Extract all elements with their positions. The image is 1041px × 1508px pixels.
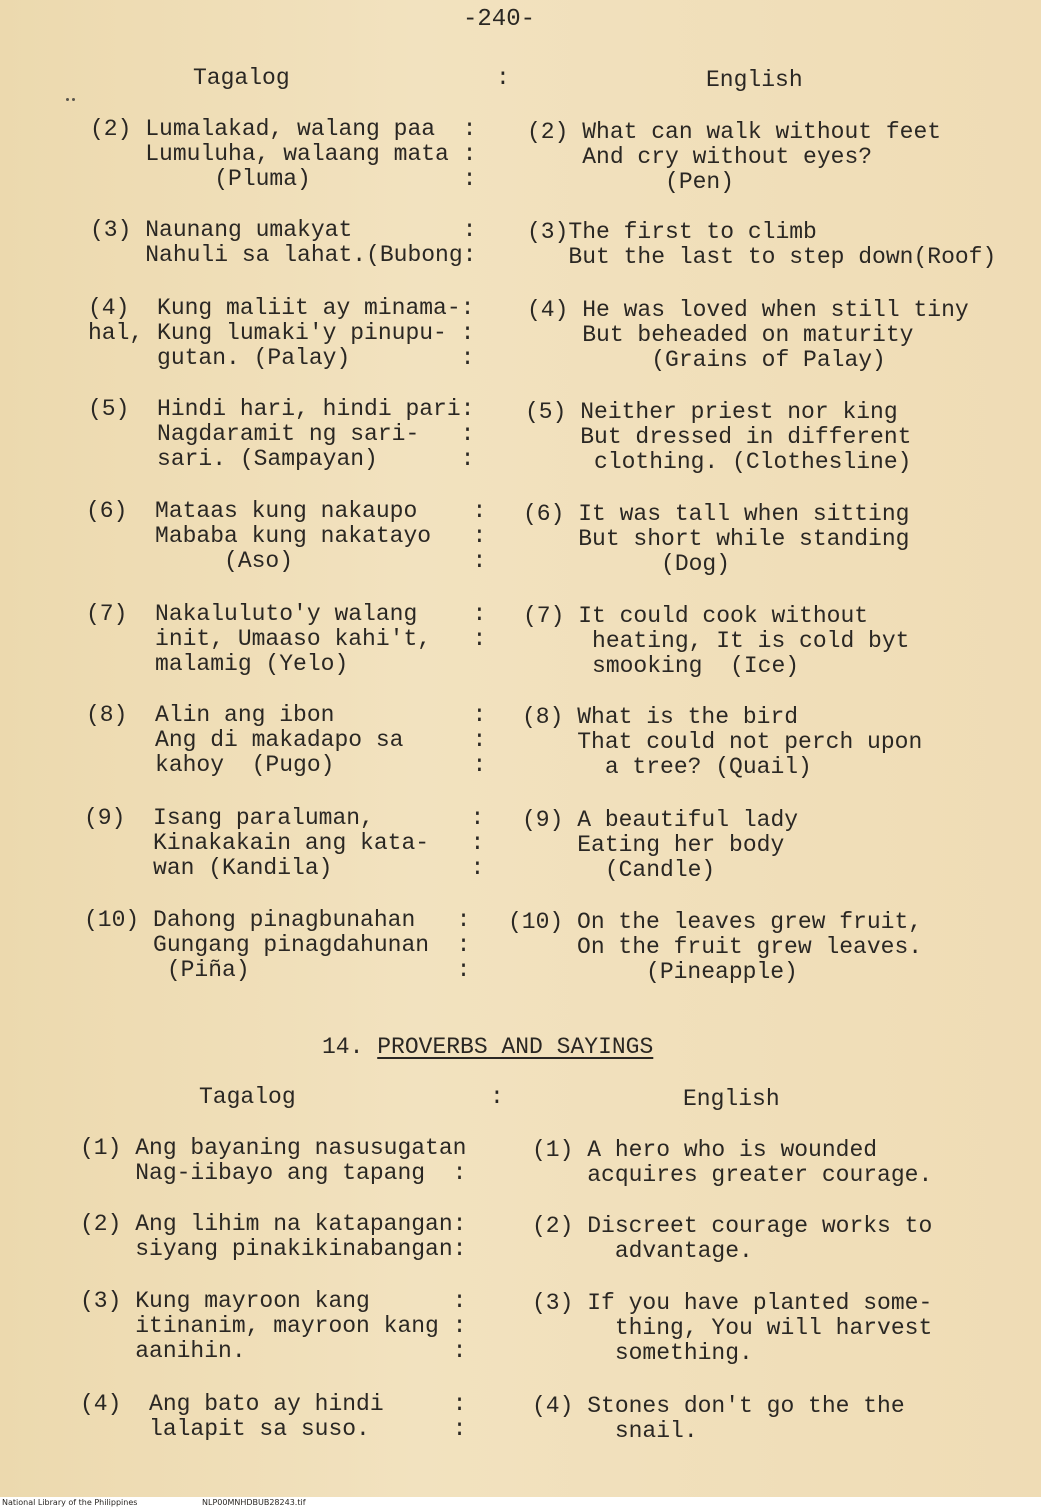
riddles-header-english: English — [706, 67, 803, 93]
proverb-english: (1) A hero who is wounded acquires greater courage. — [532, 1137, 933, 1188]
riddle-tagalog: (3) Naunang umakyat : Nahuli sa lahat.(Bubong: — [90, 217, 477, 268]
proverb-english: (4) Stones don't go the the snail. — [532, 1393, 905, 1444]
proverbs-header-tagalog: Tagalog — [199, 1084, 296, 1110]
ink-speck — [72, 98, 75, 101]
proverb-tagalog: (3) Kung mayroon kang : itinanim, mayroon kang : aanihin. : — [80, 1288, 467, 1364]
riddles-header-tagalog: Tagalog — [193, 65, 290, 91]
riddle-tagalog: (7) Nakaluluto'y walang : init, Umaaso kahi't, : malamig (Yelo) — [86, 601, 487, 677]
riddle-english: (7) It could cook without heating, It is cold byt smooking (Ice) — [523, 603, 910, 679]
proverb-english: (2) Discreet courage works to advantage. — [532, 1213, 933, 1264]
riddle-english: (3)The first to climb But the last to step down(Roof) — [527, 219, 997, 270]
riddle-english: (10) On the leaves grew fruit, On the fruit grew leaves. (Pineapple) — [508, 909, 923, 985]
proverb-tagalog: (1) Ang bayaning nasusugatan Nag-iibayo ang tapang : — [80, 1135, 467, 1186]
riddle-english: (2) What can walk without feet And cry without eyes? (Pen) — [527, 119, 942, 195]
page-number: -240- — [463, 6, 536, 33]
riddle-english: (5) Neither priest nor king But dressed in different clothing. (Clothesline) — [525, 399, 912, 475]
riddle-tagalog: (6) Mataas kung nakaupo : Mababa kung nakatayo : (Aso) : — [86, 498, 487, 574]
riddle-english: (8) What is the bird That could not perch upon a tree? (Quail) — [522, 704, 923, 780]
riddle-tagalog: (4) Kung maliit ay minama-: hal, Kung lumaki'y pinupu- : gutan. (Palay) : — [88, 295, 475, 371]
footer-source: National Library of the Philippines — [2, 1498, 138, 1507]
riddles-header-colon: : — [496, 65, 510, 91]
riddle-tagalog: (8) Alin ang ibon : Ang di makadapo sa : kahoy (Pugo) : — [86, 702, 487, 778]
proverbs-header-english: English — [683, 1086, 780, 1112]
riddle-tagalog: (10) Dahong pinagbunahan : Gungang pinagdahunan : (Piña) : — [84, 907, 471, 983]
proverb-tagalog: (4) Ang bato ay hindi : lalapit sa suso. : — [80, 1391, 467, 1442]
section-title: PROVERBS AND SAYINGS — [377, 1034, 654, 1060]
ink-speck — [66, 98, 69, 101]
riddle-english: (9) A beautiful lady Eating her body (Candle) — [522, 807, 799, 883]
section-number: 14. — [322, 1034, 364, 1060]
riddle-english: (4) He was loved when still tiny But beheaded on maturity (Grains of Palay) — [527, 297, 969, 373]
proverb-tagalog: (2) Ang lihim na katapangan: siyang pinakikinabangan: — [80, 1211, 467, 1262]
riddle-tagalog: (5) Hindi hari, hindi pari: Nagdaramit ng sari- : sari. (Sampayan) : — [88, 396, 475, 472]
footer-filename: NLP00MNHDBUB28243.tif — [202, 1498, 306, 1507]
proverb-english: (3) If you have planted some- thing, You will harvest something. — [532, 1290, 933, 1366]
scan-footer — [0, 1497, 1041, 1508]
riddle-tagalog: (9) Isang paraluman, : Kinakakain ang kata- : wan (Kandila) : — [84, 805, 485, 881]
section-heading — [322, 1034, 653, 1060]
riddle-tagalog: (2) Lumalakad, walang paa : Lumuluha, walaang mata : (Pluma) : — [90, 116, 477, 192]
riddle-english: (6) It was tall when sitting But short while standing (Dog) — [523, 501, 910, 577]
proverbs-header-colon: : — [490, 1084, 504, 1110]
